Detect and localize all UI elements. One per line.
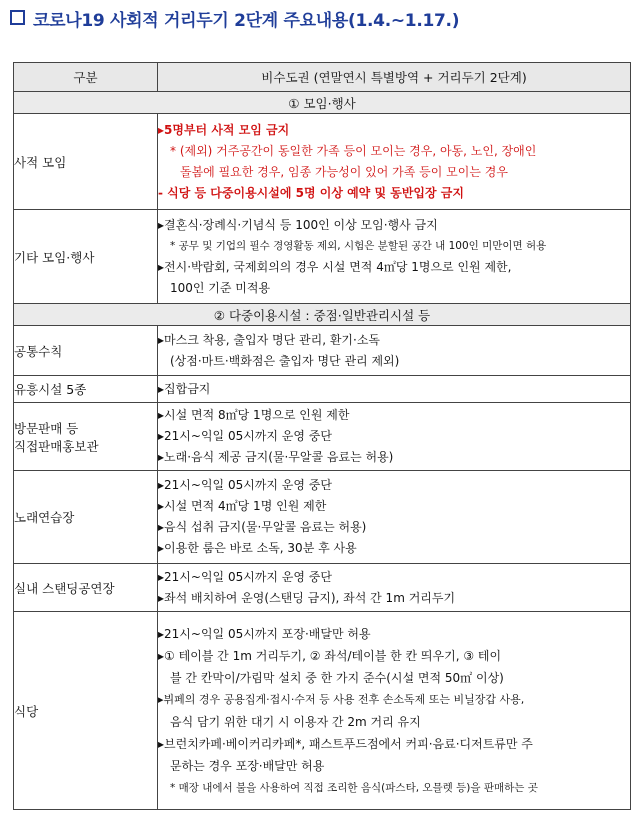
row-category: 식당 xyxy=(14,612,158,810)
row-category: 기타 모임·행사 xyxy=(14,210,158,304)
table-row xyxy=(14,114,631,210)
list-item: * 공무 및 기업의 필수 경영활동 제외, 시험은 분할된 공간 내 100인 미만이면 허용 xyxy=(170,239,547,252)
list-item: ▸이용한 룸은 바로 소독, 30분 후 사용 xyxy=(158,541,357,555)
row-content xyxy=(158,326,631,376)
header-category: 구분 xyxy=(14,63,158,92)
row-category-line2: 직접판매홍보관 xyxy=(14,438,99,454)
list-item: ▸결혼식·장례식·기념식 등 100인 이상 모임·행사 금지 xyxy=(158,217,438,232)
list-item: - 식당 등 다중이용시설에 5명 이상 예약 및 동반입장 금지 xyxy=(158,185,464,200)
row-category: 공통수칙 xyxy=(14,326,158,376)
table-row xyxy=(14,403,631,471)
row-content xyxy=(158,564,631,612)
row-category-line1: 방문판매 등 xyxy=(14,420,79,436)
page-title xyxy=(10,6,459,31)
table-row xyxy=(14,210,631,304)
list-item: ▸전시·박람회, 국제회의의 경우 시설 면적 4㎡당 1명으로 인원 제한, xyxy=(158,259,512,274)
header-region: 비수도권 (연말연시 특별방역 + 거리두기 2단계) xyxy=(158,63,631,92)
table-row xyxy=(14,564,631,612)
section-facilities: ② 다중이용시설 : 중점·일반관리시설 등 xyxy=(14,304,631,326)
list-item: ▸21시~익일 05시까지 운영 중단 xyxy=(158,569,332,584)
table-row xyxy=(14,326,631,376)
list-item: 돌봄에 필요한 경우, 임종 가능성이 있어 가족 등이 모이는 경우 xyxy=(180,164,508,179)
section-row xyxy=(14,92,631,114)
row-content xyxy=(158,612,631,810)
list-item: ▸뷔페의 경우 공용집게·접시·수저 등 사용 전후 손소독제 또는 비닐장갑 사용, xyxy=(158,692,525,706)
list-item: ▸21시~익일 05시까지 운영 중단 xyxy=(158,478,332,492)
checkbox-square-icon xyxy=(10,10,25,25)
row-content xyxy=(158,471,631,564)
row-content xyxy=(158,114,631,210)
table-header-row xyxy=(14,63,631,92)
row-category: 사적 모임 xyxy=(14,114,158,210)
row-content xyxy=(158,403,631,471)
list-item: ▸시설 면적 8㎡당 1명으로 인원 제한 xyxy=(158,408,350,422)
list-item: ▸21시~익일 05시까지 운영 중단 xyxy=(158,429,332,443)
section-gathering: ① 모임·행사 xyxy=(14,92,631,114)
list-item: 음식 담기 위한 대기 시 이용자 간 2m 거리 유지 xyxy=(170,714,421,729)
table-row xyxy=(14,471,631,564)
list-item: ▸21시~익일 05시까지 포장·배달만 허용 xyxy=(158,626,371,641)
list-item: ▸시설 면적 4㎡당 1명 인원 제한 xyxy=(158,499,327,513)
row-category: 유흥시설 5종 xyxy=(14,376,158,403)
row-category: 노래연습장 xyxy=(14,471,158,564)
list-item: ▸노래·음식 제공 금지(물·무알콜 음료는 허용) xyxy=(158,450,394,464)
list-item: (상점·마트·백화점은 출입자 명단 관리 제외) xyxy=(170,353,400,368)
list-item: ▸좌석 배치하여 운영(스탠딩 금지), 좌석 간 1m 거리두기 xyxy=(158,590,456,605)
row-content xyxy=(158,376,631,403)
list-item: 블 간 칸막이/가림막 설치 중 한 가지 준수(시설 면적 50㎡ 이상) xyxy=(170,670,504,685)
list-item: 100인 기준 미적용 xyxy=(170,280,271,295)
row-category xyxy=(14,403,158,471)
list-item: 문하는 경우 포장·배달만 허용 xyxy=(170,758,325,773)
row-content xyxy=(158,210,631,304)
list-item: ▸마스크 착용, 출입자 명단 관리, 환기·소독 xyxy=(158,332,381,347)
list-item: ▸음식 섭취 금지(물·무알콜 음료는 허용) xyxy=(158,520,367,534)
title-text: 코로나19 사회적 거리두기 2단계 주요내용(1.4.~1.17.) xyxy=(33,11,460,31)
list-item: * 매장 내에서 불을 사용하여 직접 조리한 음식(파스타, 오믈렛 등)을 판매하는 곳 xyxy=(170,781,538,794)
list-item: ▸5명부터 사적 모임 금지 xyxy=(158,122,290,137)
table-row xyxy=(14,612,631,810)
table-row xyxy=(14,376,631,403)
distancing-table xyxy=(13,62,631,810)
section-row xyxy=(14,304,631,326)
list-item: ▸① 테이블 간 1m 거리두기, ② 좌석/테이블 한 칸 띄우기, ③ 테이 xyxy=(158,648,502,663)
row-category: 실내 스탠딩공연장 xyxy=(14,564,158,612)
list-item: ▸브런치카페·베이커리카페*, 패스트푸드점에서 커피·음료·디저트류만 주 xyxy=(158,736,533,751)
list-item: * (제외) 거주공간이 동일한 가족 등이 모이는 경우, 아동, 노인, 장애인 xyxy=(170,143,537,158)
list-item: ▸집합금지 xyxy=(158,381,211,396)
